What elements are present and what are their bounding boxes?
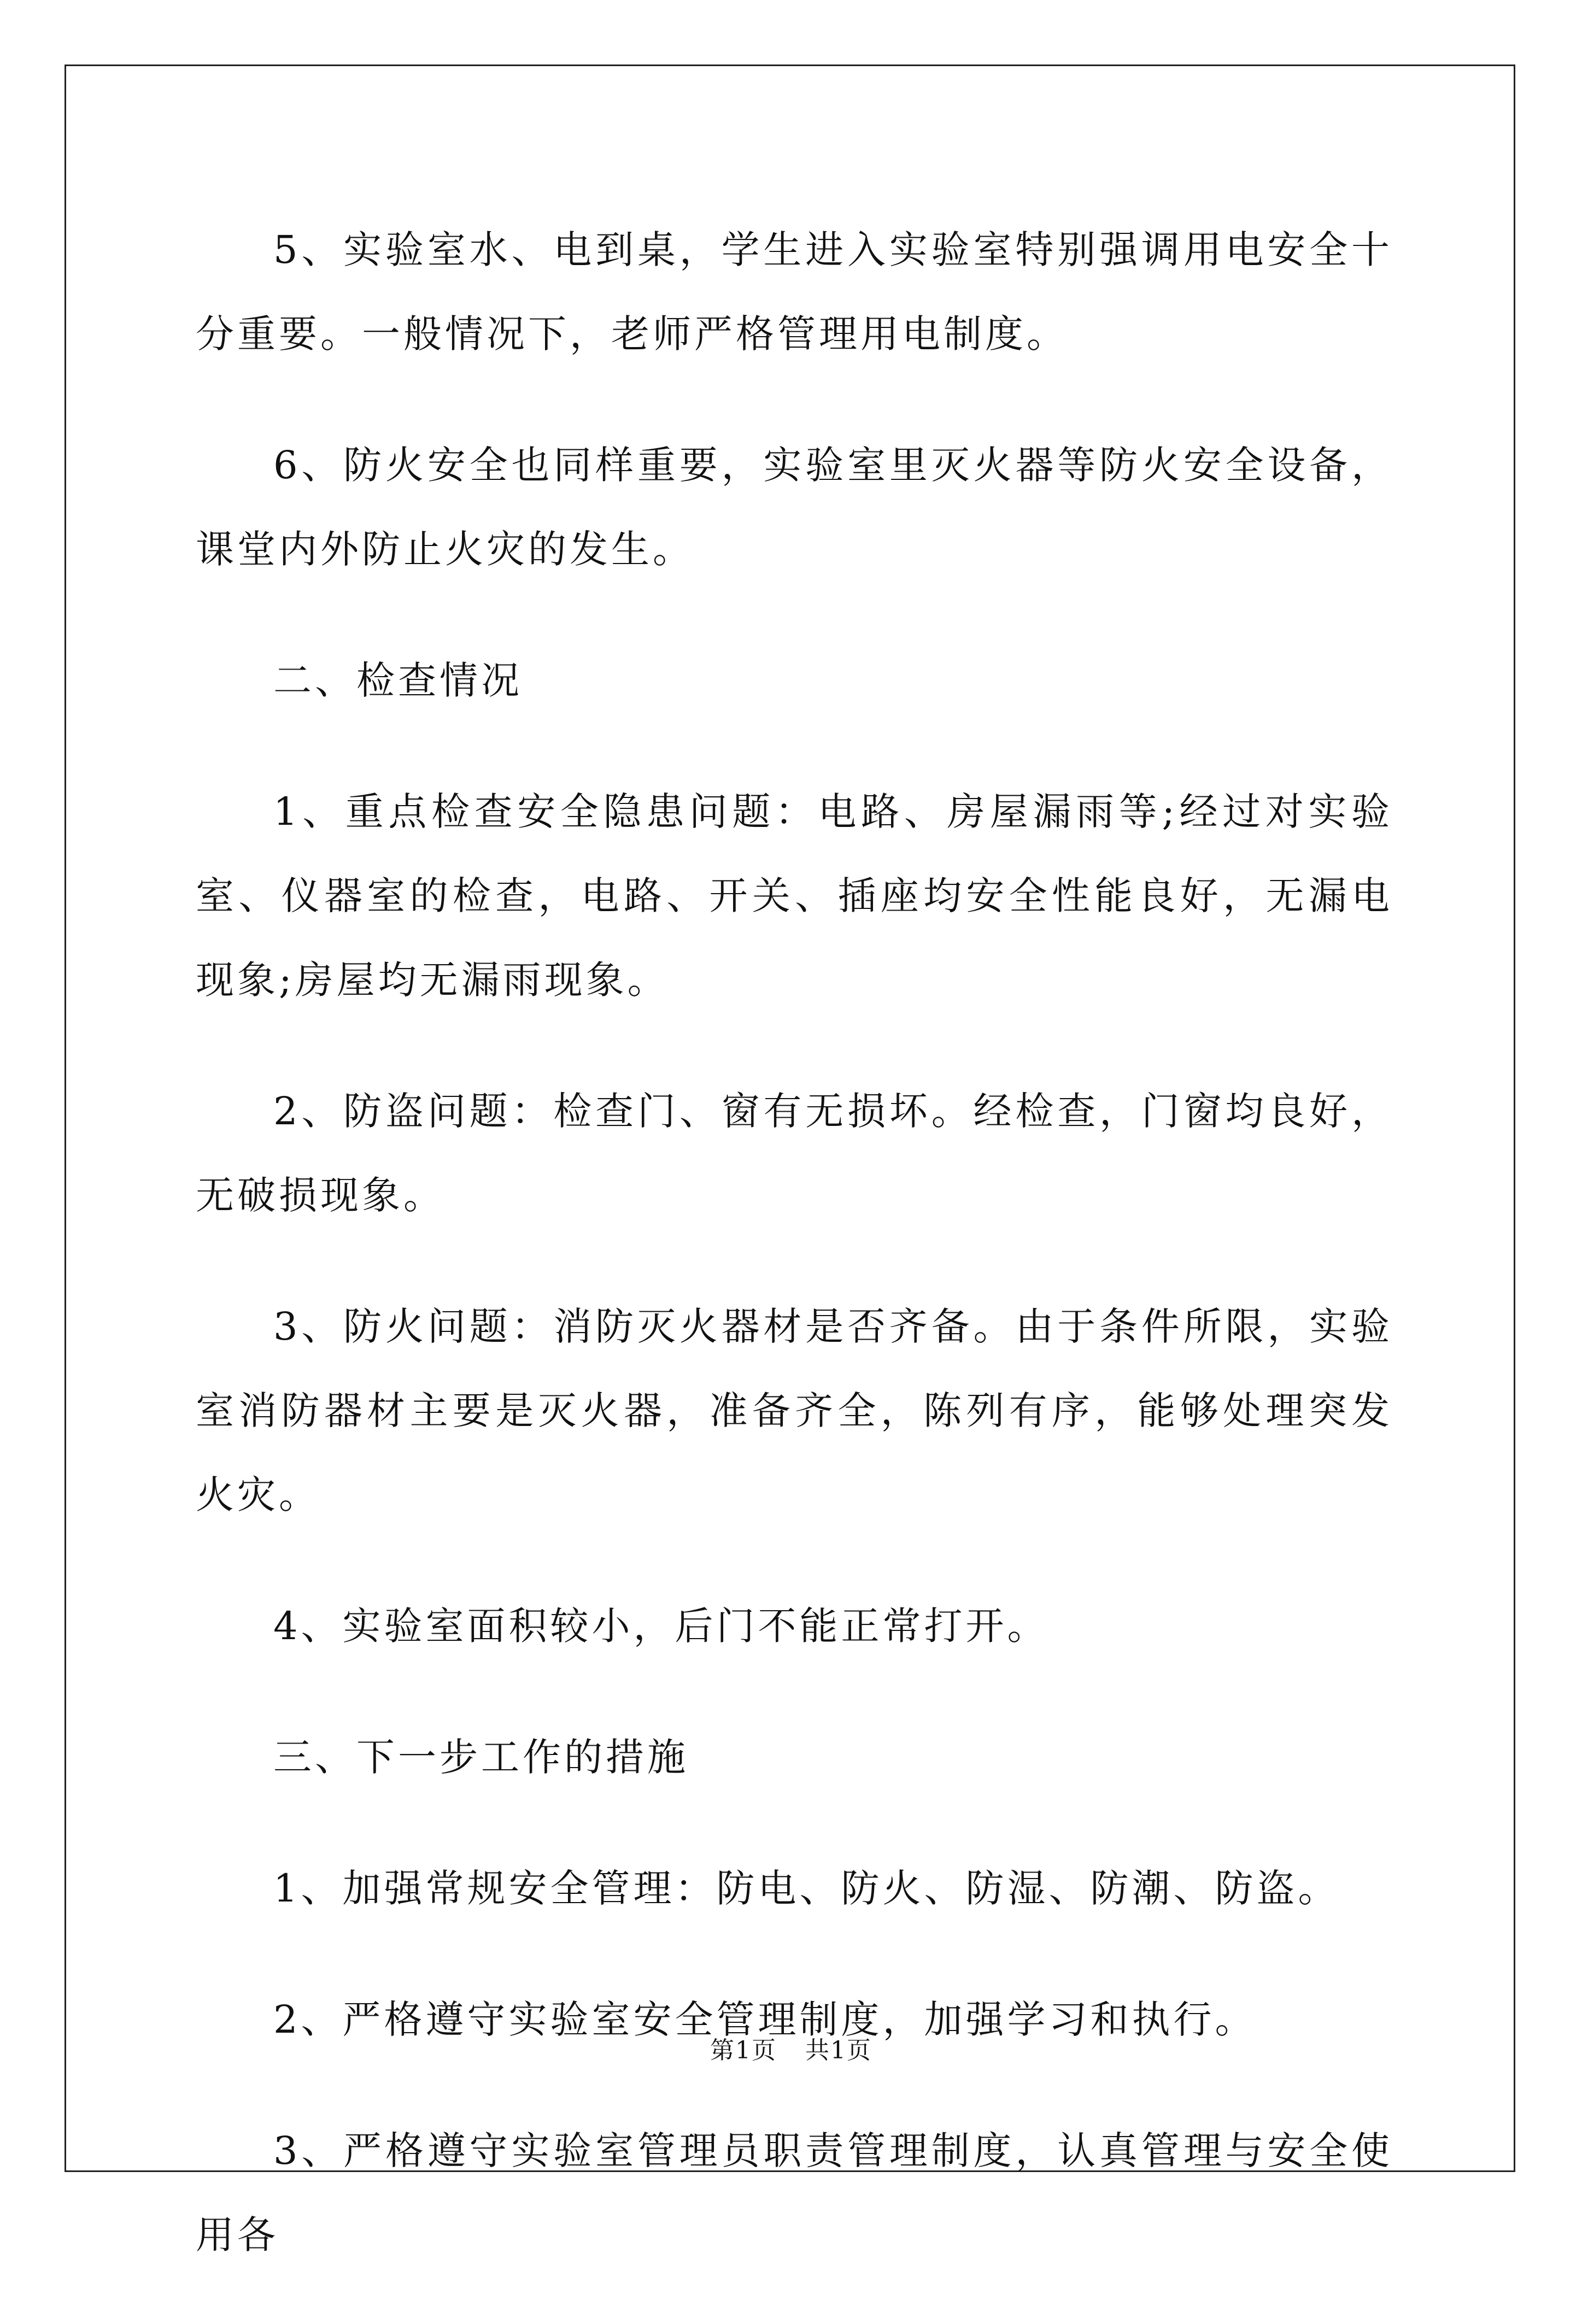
page-number: 第1页 (710, 2037, 777, 2064)
paragraph-inspection-1: 1、重点检查安全隐患问题：电路、房屋漏雨等;经过对实验室、仪器室的检查，电路、开关、插座均安全性能良好，无漏电现象;房屋均无漏雨现象。 (196, 789, 1393, 1002)
paragraph-measure-2: 2、严格遵守实验室安全管理制度，加强学习和执行。 (273, 1997, 1257, 2042)
page-total: 共1页 (805, 2037, 872, 2064)
paragraph-item-5: 5、实验室水、电到桌，学生进入实验室特别强调用电安全十分重要。一般情况下，老师严格管理用电制度。 (196, 227, 1393, 356)
paragraph-inspection-3: 3、防火问题：消防灭火器材是否齐备。由于条件所限，实验室消防器材主要是灭火器，准备齐全，陈列有序，能够处理突发火灾。 (196, 1304, 1393, 1517)
paragraph-measure-1: 1、加强常规安全管理：防电、防火、防湿、防潮、防盗。 (273, 1866, 1340, 1911)
section-heading-next-steps: 三、下一步工作的措施 (273, 1735, 689, 1780)
section-heading-inspection: 二、检查情况 (273, 658, 523, 703)
paragraph-item-6: 6、防火安全也同样重要，实验室里灭火器等防火安全设备，课堂内外防止火灾的发生。 (196, 443, 1393, 572)
document-body (196, 208, 1393, 2324)
paragraph-inspection-4: 4、实验室面积较小，后门不能正常打开。 (273, 1604, 1049, 1648)
paragraph-measure-3: 3、严格遵守实验室管理员职责管理制度，认真管理与安全使用各 (196, 2128, 1393, 2257)
page-footer (0, 2030, 1582, 2065)
paragraph-inspection-2: 2、防盗问题：检查门、窗有无损坏。经检查，门窗均良好，无破损现象。 (196, 1089, 1393, 1218)
